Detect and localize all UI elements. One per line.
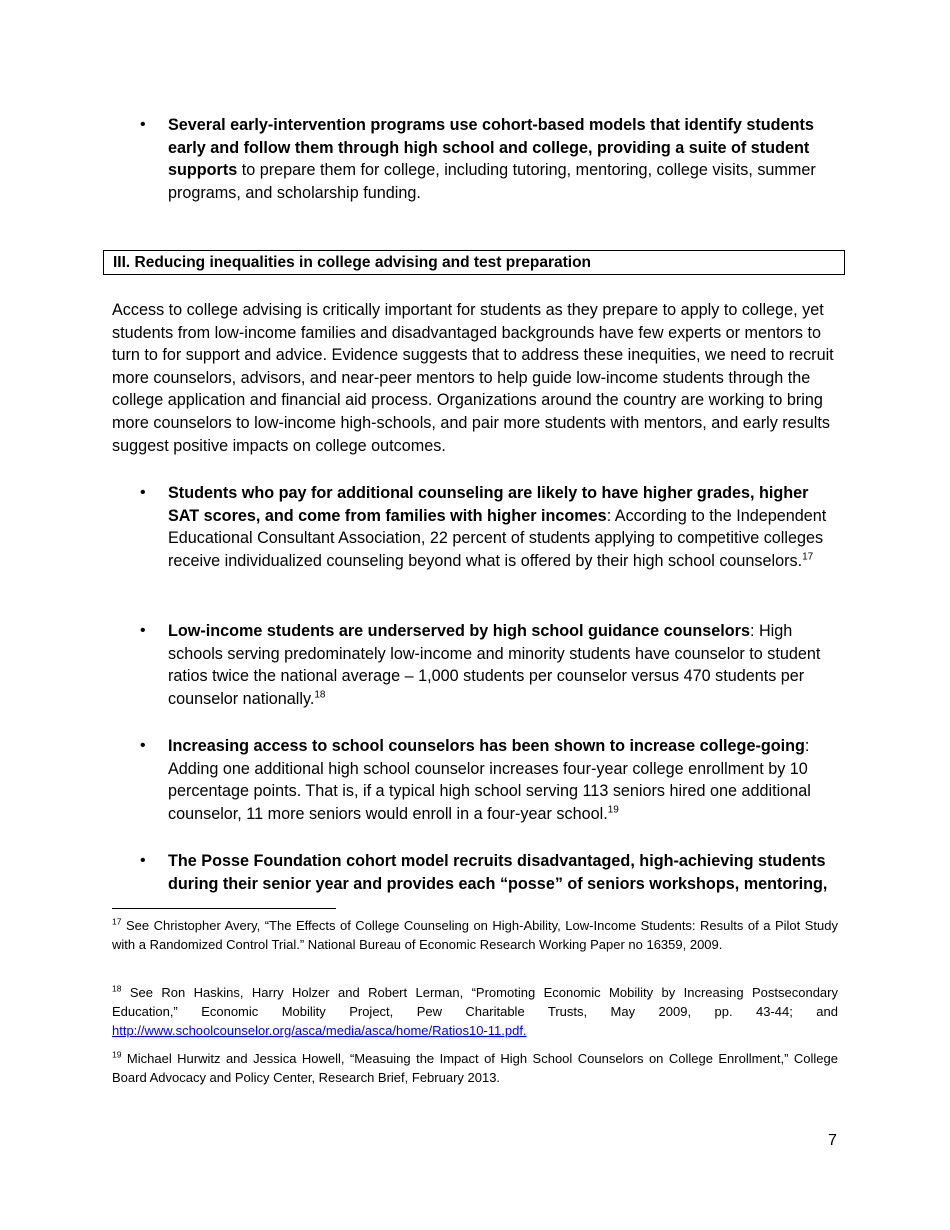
footnote-number: 17 bbox=[112, 916, 122, 927]
section-heading-box bbox=[103, 250, 845, 275]
list-item bbox=[112, 620, 842, 710]
bullet-text bbox=[168, 114, 842, 204]
footnote-ref[interactable]: 19 bbox=[607, 804, 619, 816]
footnote bbox=[112, 1049, 838, 1087]
bullet-icon: • bbox=[140, 116, 146, 133]
footnote-separator bbox=[112, 908, 336, 909]
footnote-link[interactable]: http://www.schoolcounselor.org/asca/media/asca/home/Ratios10-11.pdf. bbox=[112, 1023, 527, 1038]
section-paragraph: Access to college advising is critically important for students as they prepare to apply to college, yet students from low-income families and disadvantaged backgrounds have few experts or mentors to turn to for support and advice. Evidence suggests that to address these inequities, we need to recruit more counselors, advisors, and near-peer mentors to help guide low-income students through the college application and financial aid process. Organizations around the country are working to bring more counselors to low-income high-schools, and pair more students with mentors, and early results suggest positive impacts on college outcomes. bbox=[112, 301, 834, 455]
bullet-bold-lead: Several early-intervention programs use cohort-based models that identify students early and follow them through high school and college, providing a suite of student supports bbox=[168, 116, 814, 180]
bullet-icon: • bbox=[140, 737, 146, 754]
footnote-ref[interactable]: 18 bbox=[314, 689, 326, 701]
bullet-bold-lead: Students who pay for additional counseling are likely to have higher grades, higher SAT scores, and come from families with higher incomes bbox=[168, 484, 809, 525]
footnote-ref[interactable]: 17 bbox=[802, 551, 814, 563]
list-item bbox=[112, 482, 842, 572]
footnote-number: 18 bbox=[112, 983, 122, 994]
bullet-text bbox=[168, 482, 842, 572]
footnote-text: Michael Hurwitz and Jessica Howell, “Measuing the Impact of High School Counselors on College Enrollment,” College Board Advocacy and Policy Center, Research Brief, February 2013. bbox=[112, 1051, 838, 1085]
footnote bbox=[112, 983, 838, 1040]
list-item bbox=[112, 735, 842, 825]
footnote-text: See Ron Haskins, Harry Holzer and Robert Lerman, “Promoting Economic Mobility by Increasing Postsecondary Education,” Economic Mobility Project, Pew Charitable Trusts, May 2009, pp. 43-44; and bbox=[112, 985, 838, 1019]
list-item bbox=[112, 850, 842, 895]
bullet-body: : High schools serving predominately low-income and minority students have counselor to student ratios twice the national average – 1,000 students per counselor versus 470 students per counselor nationally. bbox=[168, 622, 821, 708]
footnote bbox=[112, 916, 838, 954]
bullet-bold-lead: Low-income students are underserved by high school guidance counselors bbox=[168, 622, 750, 640]
list-item bbox=[112, 114, 842, 204]
bullet-body: to prepare them for college, including tutoring, mentoring, college visits, summer programs, and scholarship funding. bbox=[168, 161, 816, 202]
bullet-icon: • bbox=[140, 852, 146, 869]
page-number: 7 bbox=[828, 1132, 837, 1149]
bullet-text bbox=[168, 735, 842, 825]
bullet-bold-lead: Increasing access to school counselors has been shown to increase college-going bbox=[168, 737, 805, 755]
bullet-body: : According to the Independent Educational Consultant Association, 22 percent of students applying to competitive colleges receive individualized counseling beyond what is offered by their high school counselors. bbox=[168, 506, 827, 570]
bullet-icon: • bbox=[140, 484, 146, 501]
bullet-text bbox=[168, 850, 842, 895]
footnote-text: See Christopher Avery, “The Effects of College Counseling on High-Ability, Low-Income Students: Results of a Pilot Study with a Randomized Control Trial.” National Bureau of Economic Research Working Paper no 16359, 2009. bbox=[112, 918, 838, 952]
bullet-bold-lead: The Posse Foundation cohort model recruits disadvantaged, high-achieving students during their senior year and provides each “posse” of seniors workshops, mentoring, bbox=[168, 852, 828, 893]
footnote-number: 19 bbox=[112, 1049, 122, 1060]
bullet-text bbox=[168, 620, 842, 710]
bullet-body: : Adding one additional high school counselor increases four-year college enrollment by 10 percentage points. That is, if a typical high school serving 113 seniors hired one additional counselor, 11 more seniors would enroll in a four-year school. bbox=[168, 737, 811, 823]
section-heading: III. Reducing inequalities in college advising and test preparation bbox=[113, 254, 592, 271]
bullet-icon: • bbox=[140, 622, 146, 639]
